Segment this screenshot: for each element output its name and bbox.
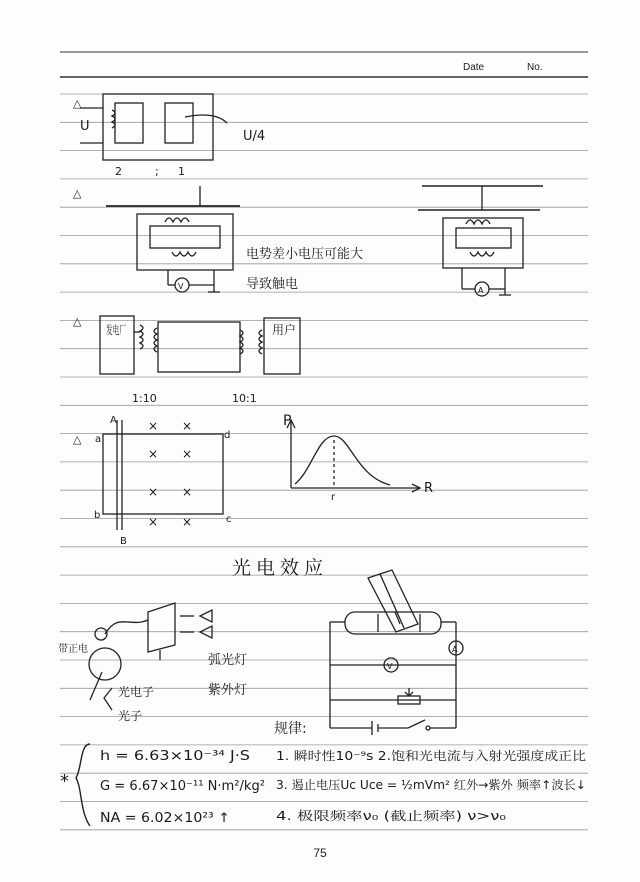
constants-brace xyxy=(76,744,90,826)
point-label-a: a xyxy=(95,434,102,445)
positive-charge-label: 带正电 xyxy=(58,644,88,655)
field-cross-mark: × xyxy=(148,419,159,433)
transformer-output-label: U/4 xyxy=(243,129,266,144)
law-item-3: 4. 极限频率ν₀ (截止频率) ν>ν₀ xyxy=(276,809,445,823)
constants-marker: * xyxy=(60,771,69,792)
ammeter-label: A xyxy=(478,286,484,295)
transmission-diagram xyxy=(73,315,300,405)
shock-note-line2: 导致触电 xyxy=(246,277,299,292)
photon-label: 光子 xyxy=(118,709,143,723)
power-graph xyxy=(283,413,433,503)
field-cross-mark: × xyxy=(148,485,159,499)
power-axis-label: P xyxy=(283,413,292,429)
law-item-2: 3. 遏止电压Uc Uce = ½mVm² 红外→紫外 频率↑波长↓ xyxy=(276,778,581,792)
point-label-b: b xyxy=(94,510,101,521)
laws-heading: 规律: xyxy=(274,721,307,737)
constants-block xyxy=(60,744,265,826)
voltmeter-label: V xyxy=(387,662,393,671)
ratio-sep: ; xyxy=(155,165,159,178)
transformer-input-label: U xyxy=(80,119,90,134)
laws-block xyxy=(274,720,586,823)
number-label: No. xyxy=(527,62,543,73)
ammeter-label: A xyxy=(452,645,458,654)
transformer-2-diagram xyxy=(73,186,543,296)
bullet: △ xyxy=(73,315,82,328)
user-label: 用户 xyxy=(272,323,297,337)
photoelectric-title: 光电效应 xyxy=(232,557,329,579)
constant-avogadro: NA = 6.02×10²³ ↑ xyxy=(100,811,230,826)
magnetic-field-diagram xyxy=(73,415,232,547)
arc-lamp-label: 弧光灯 xyxy=(208,653,248,668)
photoelectric-sketch xyxy=(58,603,247,723)
point-label-A: A xyxy=(110,415,117,426)
point-label-c: c xyxy=(226,514,232,525)
ratio-left: 2 xyxy=(115,165,122,178)
voltmeter-label: V xyxy=(178,282,184,291)
step-down-ratio: 10:1 xyxy=(232,392,257,405)
photoelectron-label: 光电子 xyxy=(118,685,155,699)
field-cross-mark: × xyxy=(148,515,159,529)
point-label-B: B xyxy=(120,536,127,547)
field-cross-mark: × xyxy=(182,485,193,499)
page-number: 75 xyxy=(313,846,327,860)
field-cross-mark: × xyxy=(182,515,193,529)
photoelectric-circuit xyxy=(330,570,463,735)
shock-note-line1: 电势差小电压可能大 xyxy=(246,247,364,262)
generator-label: 发电厂 xyxy=(106,323,143,337)
peak-resistance-label: r xyxy=(331,492,336,503)
step-up-ratio: 1:10 xyxy=(132,392,157,405)
transformer-1-diagram xyxy=(73,94,265,178)
bullet: △ xyxy=(73,433,82,446)
field-cross-mark: × xyxy=(182,419,193,433)
bullet: △ xyxy=(73,97,82,110)
constant-planck: h = 6.63×10⁻³⁴ J·S xyxy=(100,749,250,764)
ratio-right: 1 xyxy=(178,165,185,178)
constant-gravitation: G = 6.67×10⁻¹¹ N·m²/kg² xyxy=(100,779,265,794)
point-label-d: d xyxy=(224,430,231,441)
law-item-1: 1. 瞬时性10⁻⁹s 2.饱和光电流与入射光强度成正比 xyxy=(276,749,544,763)
bullet: △ xyxy=(73,187,82,200)
uv-lamp-label: 紫外灯 xyxy=(208,683,248,698)
field-cross-mark: × xyxy=(148,447,159,461)
date-label: Date xyxy=(463,62,485,73)
field-cross-mark: × xyxy=(182,447,193,461)
resistance-axis-label: R xyxy=(424,481,434,496)
